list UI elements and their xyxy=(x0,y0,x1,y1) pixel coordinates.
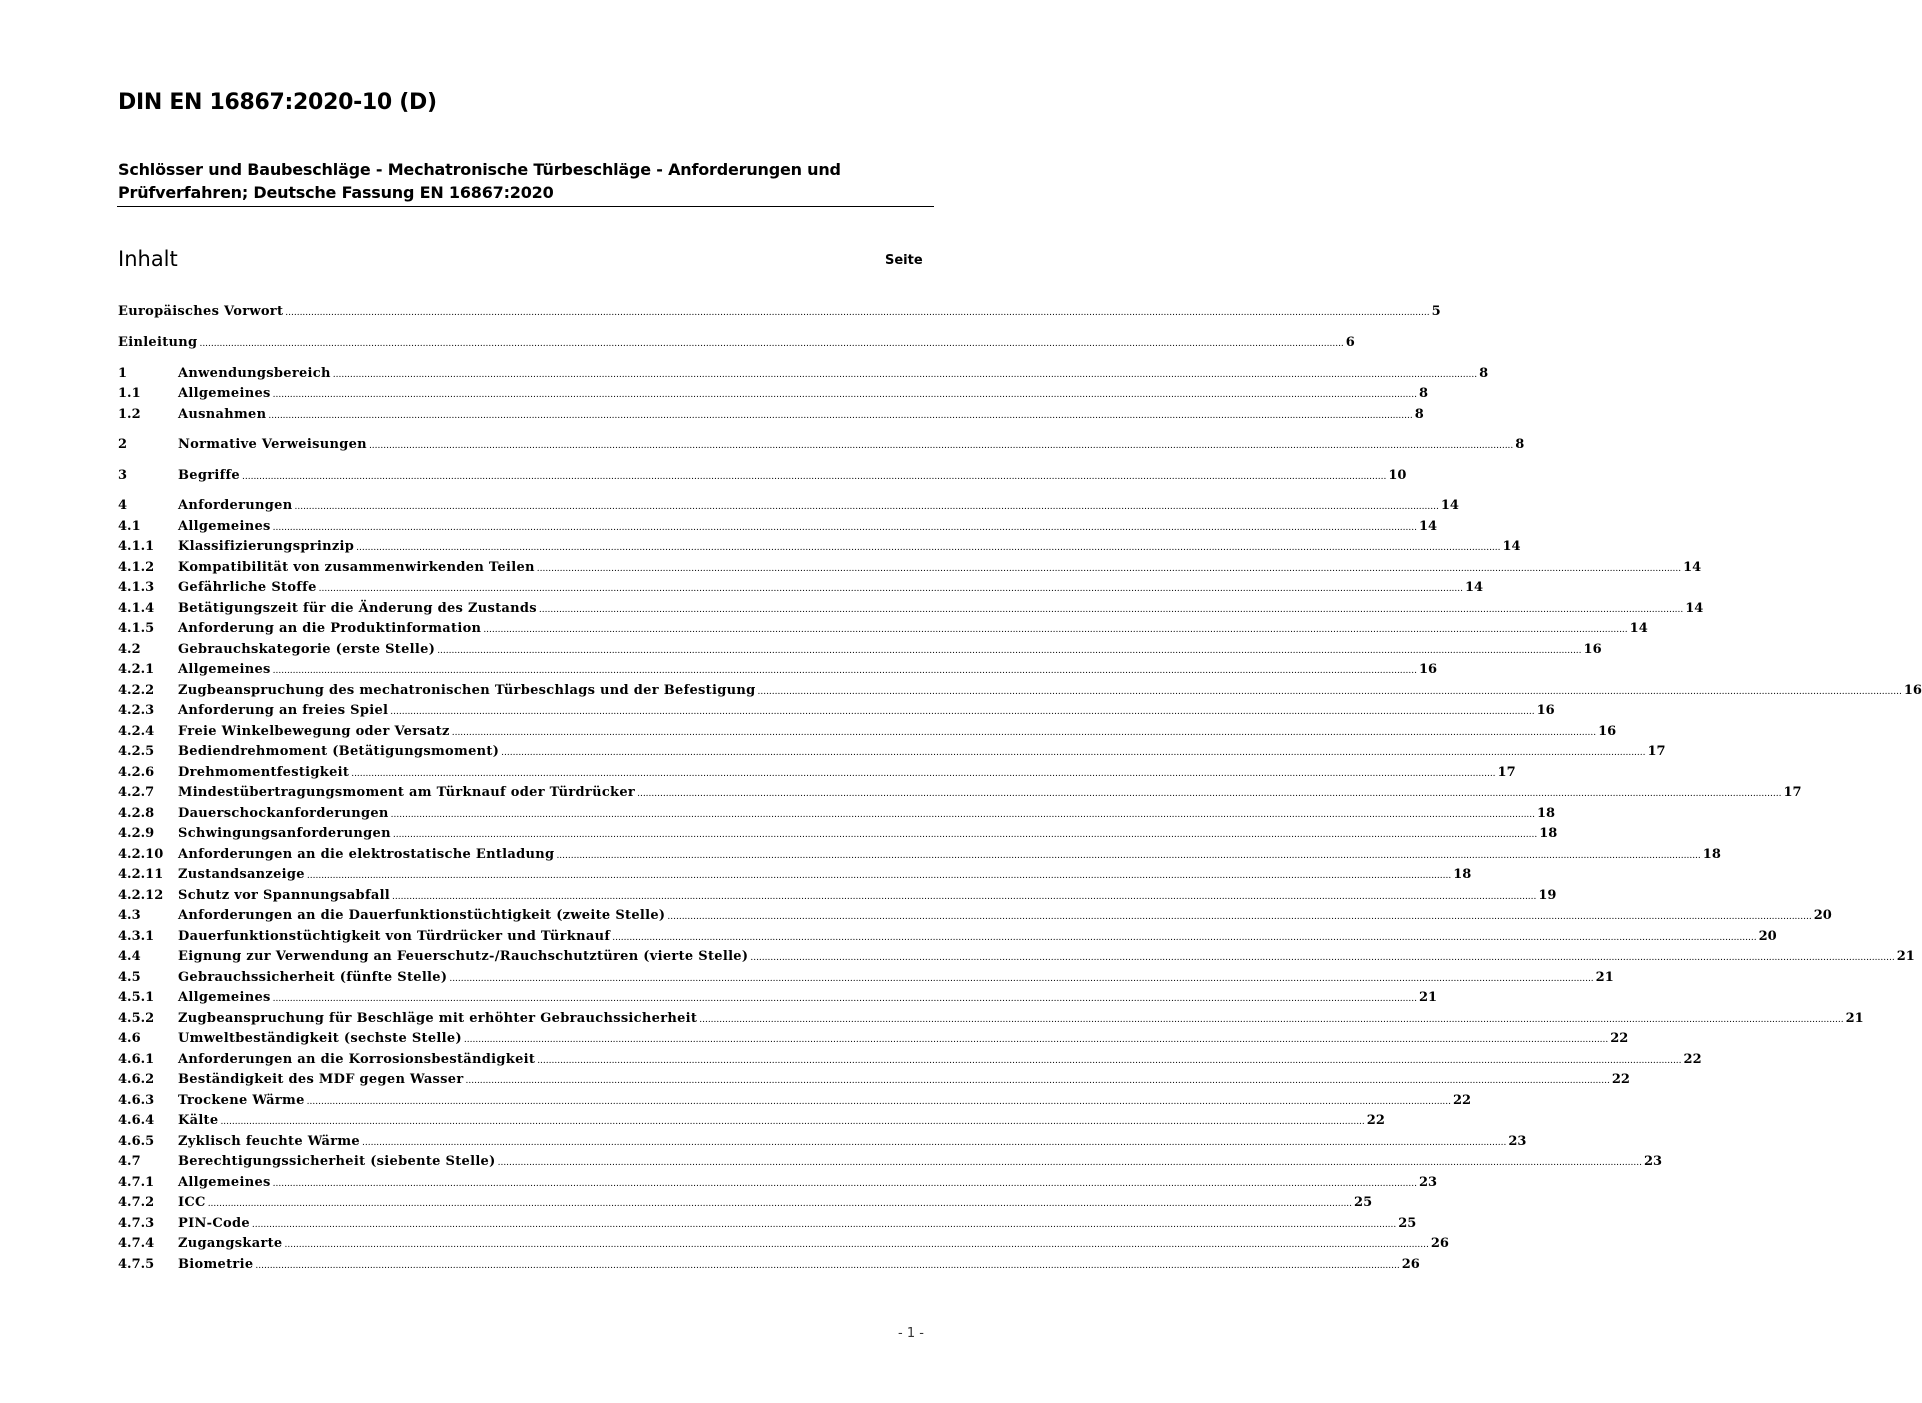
toc-entry-leader-dots: ................................................................................................................................................................................................................................................................................................................................................................................................................ xyxy=(220,1117,1365,1127)
toc-entry[interactable] xyxy=(118,1214,1417,1234)
toc-entry-number: 4.5.2 xyxy=(118,1011,155,1026)
toc-entry-title: Kompatibilität von zusammenwirkenden Teilen xyxy=(178,560,535,575)
toc-entry-page: 14 xyxy=(1465,580,1484,595)
toc-entry-title: Trockene Wärme xyxy=(178,1093,305,1108)
toc-entry-page: 14 xyxy=(1440,498,1459,513)
toc-entry-page: 21 xyxy=(1418,990,1438,1005)
toc-entry-title: Zyklisch feuchte Wärme xyxy=(178,1134,360,1149)
toc-entry-title: Anforderungen an die Dauerfunktionstüchtigkeit (zweite Stelle) xyxy=(178,908,666,923)
toc-entry-number: 4.1.4 xyxy=(118,601,155,616)
toc-entry-leader-dots: ................................................................................................................................................................................................................................................................................................................................................................................................................ xyxy=(351,769,1496,779)
toc-entry[interactable] xyxy=(118,1234,1449,1254)
toc-entry-title: Dauerschockanforderungen xyxy=(178,806,389,821)
toc-entry-leader-dots: ................................................................................................................................................................................................................................................................................................................................................................................................................ xyxy=(306,1097,1452,1107)
toc-entry-number: 4.1.1 xyxy=(118,539,155,554)
toc-entry-title: Gebrauchskategorie (erste Stelle) xyxy=(178,642,436,657)
toc-entry-number: 4.2.1 xyxy=(118,662,155,677)
toc-entry[interactable] xyxy=(118,660,1438,680)
toc-entry-page: 17 xyxy=(1647,744,1666,759)
toc-entry-number: 4.1.3 xyxy=(118,580,155,595)
toc-entry-number: 4.6.2 xyxy=(118,1072,155,1087)
toc-entry-title: Anwendungsbereich xyxy=(178,366,331,381)
toc-entry-leader-dots: ................................................................................................................................................................................................................................................................................................................................................................................................................ xyxy=(392,892,1537,902)
toc-entry-leader-dots: ................................................................................................................................................................................................................................................................................................................................................................................................................ xyxy=(284,1240,1429,1250)
toc-entry[interactable] xyxy=(118,1009,1864,1029)
toc-entry-page: 17 xyxy=(1783,785,1802,800)
toc-entry[interactable] xyxy=(118,496,1459,516)
toc-entry-leader-dots: ................................................................................................................................................................................................................................................................................................................................................................................................................ xyxy=(465,1076,1610,1086)
toc-entry-title: ICC xyxy=(178,1195,206,1210)
toc-entry[interactable] xyxy=(118,763,1516,783)
toc-entry-leader-dots: ................................................................................................................................................................................................................................................................................................................................................................................................................ xyxy=(637,789,1782,799)
toc-entry-title: Anforderung an freies Spiel xyxy=(178,703,389,718)
document-title: DIN EN 16867:2020-10 (D) xyxy=(118,90,437,115)
toc-entry-title: Dauerfunktionstüchtigkeit von Türdrücker und Türknauf xyxy=(178,929,611,944)
toc-entry-page: 8 xyxy=(1479,366,1489,381)
toc-entry-title: Europäisches Vorwort xyxy=(118,304,284,319)
toc-entry-number: 4.2 xyxy=(118,642,141,657)
toc-entry-number: 4.2.10 xyxy=(118,847,164,862)
toc-entry-page: 16 xyxy=(1598,724,1617,739)
toc-entry-page: 14 xyxy=(1418,519,1438,534)
toc-entry-leader-dots: ................................................................................................................................................................................................................................................................................................................................................................................................................ xyxy=(538,605,1684,615)
toc-entry-page: 5 xyxy=(1431,304,1441,319)
toc-entry-number: 4.2.11 xyxy=(118,867,164,882)
toc-entry[interactable] xyxy=(118,466,1407,486)
toc-entry-number: 4.1.5 xyxy=(118,621,155,636)
toc-entry-title: Mindestübertragungsmoment am Türknauf oder Türdrücker xyxy=(178,785,636,800)
toc-entry[interactable] xyxy=(118,599,1704,619)
toc-entry-page: 21 xyxy=(1595,970,1614,985)
toc-entry[interactable] xyxy=(118,333,1355,353)
toc-entry-leader-dots: ................................................................................................................................................................................................................................................................................................................................................................................................................ xyxy=(501,748,1646,758)
toc-entry-page: 10 xyxy=(1388,468,1407,483)
toc-entry-title: Berechtigungssicherheit (siebente Stelle) xyxy=(178,1154,496,1169)
toc-entry-leader-dots: ................................................................................................................................................................................................................................................................................................................................................................................................................ xyxy=(306,871,1452,881)
toc-entry-leader-dots: ................................................................................................................................................................................................................................................................................................................................................................................................................ xyxy=(272,1179,1417,1189)
toc-entry-number: 4.5 xyxy=(118,970,141,985)
toc-entry-leader-dots: ................................................................................................................................................................................................................................................................................................................................................................................................................ xyxy=(451,728,1597,738)
toc-entry-page: 14 xyxy=(1502,539,1521,554)
toc-entry-leader-dots: ................................................................................................................................................................................................................................................................................................................................................................................................................ xyxy=(318,584,1463,594)
toc-entry-leader-dots: ................................................................................................................................................................................................................................................................................................................................................................................................................ xyxy=(294,502,1439,512)
toc-entry-page: 19 xyxy=(1538,888,1557,903)
toc-entry-title: Allgemeines xyxy=(178,386,271,401)
toc-entry-leader-dots: ................................................................................................................................................................................................................................................................................................................................................................................................................ xyxy=(556,851,1701,861)
toc-entry-leader-dots: ................................................................................................................................................................................................................................................................................................................................................................................................................ xyxy=(612,933,1757,943)
toc-page-column-label: Seite xyxy=(885,253,923,268)
toc-entry-page: 18 xyxy=(1453,867,1472,882)
toc-entry-title: Schwingungsanforderungen xyxy=(178,826,391,841)
toc-entry-title: Einleitung xyxy=(118,335,198,350)
toc-entry[interactable] xyxy=(118,1111,1385,1131)
toc-entry-page: 23 xyxy=(1643,1154,1663,1169)
toc-entry-page: 21 xyxy=(1845,1011,1864,1026)
toc-entry-leader-dots: ................................................................................................................................................................................................................................................................................................................................................................................................................ xyxy=(207,1199,1353,1209)
toc-entry-number: 4.6.3 xyxy=(118,1093,155,1108)
toc-entry-title: Umweltbeständigkeit (sechste Stelle) xyxy=(178,1031,462,1046)
toc-entry-page: 23 xyxy=(1508,1134,1527,1149)
toc-entry-number: 4.2.3 xyxy=(118,703,155,718)
toc-entry-page: 16 xyxy=(1536,703,1555,718)
toc-entry-number: 1 xyxy=(118,366,128,381)
toc-entry-leader-dots: ................................................................................................................................................................................................................................................................................................................................................................................................................ xyxy=(356,543,1501,553)
toc-entry[interactable] xyxy=(118,742,1666,762)
toc-entry[interactable] xyxy=(118,1029,1629,1049)
toc-entry-leader-dots: ................................................................................................................................................................................................................................................................................................................................................................................................................ xyxy=(757,687,1902,697)
toc-entry[interactable] xyxy=(118,435,1525,455)
toc-entry-leader-dots: ................................................................................................................................................................................................................................................................................................................................................................................................................ xyxy=(272,666,1417,676)
toc-entry-leader-dots: ................................................................................................................................................................................................................................................................................................................................................................................................................ xyxy=(437,646,1582,656)
toc-entry-page: 18 xyxy=(1537,806,1556,821)
toc-heading: Inhalt xyxy=(118,247,178,271)
toc-entry-page: 6 xyxy=(1345,335,1355,350)
toc-entry-title: Freie Winkelbewegung oder Versatz xyxy=(178,724,450,739)
toc-entry-leader-dots: ................................................................................................................................................................................................................................................................................................................................................................................................................ xyxy=(332,370,1478,380)
toc-entry-number: 3 xyxy=(118,468,128,483)
toc-entry-page: 20 xyxy=(1813,908,1832,923)
toc-entry-title: Anforderung an die Produktinformation xyxy=(178,621,482,636)
toc-entry-number: 4.1.2 xyxy=(118,560,155,575)
toc-entry[interactable] xyxy=(118,558,1702,578)
toc-entry-page: 26 xyxy=(1430,1236,1449,1251)
toc-entry-page: 14 xyxy=(1629,621,1648,636)
toc-entry-page: 16 xyxy=(1903,683,1922,698)
toc-entry-title: Normative Verweisungen xyxy=(178,437,367,452)
toc-entry-page: 16 xyxy=(1418,662,1438,677)
toc-entry[interactable] xyxy=(118,1070,1630,1090)
toc-entry-page: 22 xyxy=(1366,1113,1385,1128)
toc-entry-number: 4 xyxy=(118,498,128,513)
toc-entry[interactable] xyxy=(118,804,1556,824)
toc-entry-leader-dots: ................................................................................................................................................................................................................................................................................................................................................................................................................ xyxy=(255,1261,1400,1271)
toc-entry-number: 4.2.5 xyxy=(118,744,155,759)
toc-entry-page: 26 xyxy=(1401,1257,1420,1272)
toc-entry-number: 4.6.1 xyxy=(118,1052,155,1067)
document-subtitle: Schlösser und Baubeschläge - Mechatronische Türbeschläge - Anforderungen und Prüfverfahren; Deutsche Fassung EN 16867:2020 xyxy=(118,160,841,202)
toc-entry[interactable] xyxy=(118,927,1777,947)
toc-entry-title: Begriffe xyxy=(178,468,240,483)
toc-entry-leader-dots: ................................................................................................................................................................................................................................................................................................................................................................................................................ xyxy=(272,390,1417,400)
toc-entry[interactable] xyxy=(118,722,1617,742)
toc-entry-title: Anforderungen xyxy=(178,498,293,513)
toc-entry[interactable] xyxy=(118,640,1602,660)
toc-entry-title: Drehmomentfestigkeit xyxy=(178,765,350,780)
toc-entry-leader-dots: ................................................................................................................................................................................................................................................................................................................................................................................................................ xyxy=(368,441,1514,451)
toc-entry-title: Zugangskarte xyxy=(178,1236,283,1251)
toc-entry-leader-dots: ................................................................................................................................................................................................................................................................................................................................................................................................................ xyxy=(667,912,1812,922)
toc-entry-leader-dots: ................................................................................................................................................................................................................................................................................................................................................................................................................ xyxy=(390,810,1536,820)
toc-entry-page: 25 xyxy=(1398,1216,1417,1231)
toc-entry-page: 21 xyxy=(1896,949,1915,964)
toc-entry-title: Schutz vor Spannungsabfall xyxy=(178,888,391,903)
toc-entry-number: 4.2.2 xyxy=(118,683,155,698)
toc-entry[interactable] xyxy=(118,302,1441,322)
toc-entry[interactable] xyxy=(118,886,1557,906)
toc-entry-number: 4.7 xyxy=(118,1154,141,1169)
toc-entry-title: PIN-Code xyxy=(178,1216,250,1231)
toc-entry[interactable] xyxy=(118,947,1915,967)
toc-entry-title: Anforderungen an die elektrostatische Entladung xyxy=(178,847,555,862)
toc-entry-number: 4.4 xyxy=(118,949,141,964)
toc-entry-page: 18 xyxy=(1539,826,1558,841)
toc-entry-leader-dots: ................................................................................................................................................................................................................................................................................................................................................................................................................ xyxy=(268,411,1413,421)
toc-entry-leader-dots: ................................................................................................................................................................................................................................................................................................................................................................................................................ xyxy=(483,625,1628,635)
toc-entry[interactable] xyxy=(118,1050,1702,1070)
toc-entry-number: 4.7.3 xyxy=(118,1216,155,1231)
toc-entry-title: Ausnahmen xyxy=(178,407,267,422)
toc-entry[interactable] xyxy=(118,1193,1373,1213)
toc-entry-number: 4.7.5 xyxy=(118,1257,155,1272)
toc-entry-title: Gefährliche Stoffe xyxy=(178,580,317,595)
toc-entry-page: 14 xyxy=(1685,601,1704,616)
toc-entry-title: Eignung zur Verwendung an Feuerschutz-/Rauchschutztüren (vierte Stelle) xyxy=(178,949,749,964)
toc-entry-title: Allgemeines xyxy=(178,519,271,534)
toc-entry[interactable] xyxy=(118,968,1614,988)
toc-entry-title: Anforderungen an die Korrosionsbeständigkeit xyxy=(178,1052,536,1067)
toc-entry[interactable] xyxy=(118,384,1429,404)
toc-entry-title: Zustandsanzeige xyxy=(178,867,305,882)
toc-entry-page: 18 xyxy=(1702,847,1721,862)
toc-entry-page: 20 xyxy=(1758,929,1777,944)
toc-entry-title: Allgemeines xyxy=(178,662,271,677)
toc-entry-title: Betätigungszeit für die Änderung des Zustands xyxy=(178,601,537,616)
toc-entry-page: 16 xyxy=(1583,642,1602,657)
toc-entry-number: 4.6.5 xyxy=(118,1134,155,1149)
toc-entry-number: 4.3 xyxy=(118,908,141,923)
toc-entry-number: 4.7.4 xyxy=(118,1236,155,1251)
toc-entry-leader-dots: ................................................................................................................................................................................................................................................................................................................................................................................................................ xyxy=(251,1220,1397,1230)
title-divider xyxy=(117,206,934,207)
toc-entry-page: 14 xyxy=(1683,560,1702,575)
toc-entry-number: 4.6 xyxy=(118,1031,141,1046)
toc-entry-page: 22 xyxy=(1453,1093,1472,1108)
toc-entry-number: 4.2.8 xyxy=(118,806,155,821)
toc-entry-number: 4.2.4 xyxy=(118,724,155,739)
toc-entry-page: 22 xyxy=(1683,1052,1702,1067)
toc-entry[interactable] xyxy=(118,824,1558,844)
toc-entry[interactable] xyxy=(118,845,1721,865)
toc-entry[interactable] xyxy=(118,517,1438,537)
toc-entry[interactable] xyxy=(118,537,1521,557)
toc-entry[interactable] xyxy=(118,405,1424,425)
toc-entry-number: 4.3.1 xyxy=(118,929,155,944)
toc-entry-title: Gebrauchssicherheit (fünfte Stelle) xyxy=(178,970,448,985)
toc-entry[interactable] xyxy=(118,865,1472,885)
toc-entry-leader-dots: ................................................................................................................................................................................................................................................................................................................................................................................................................ xyxy=(536,564,1682,574)
toc-entry[interactable] xyxy=(118,1255,1420,1275)
toc-entry-number: 4.2.6 xyxy=(118,765,155,780)
toc-entry-number: 4.5.1 xyxy=(118,990,155,1005)
toc-entry-leader-dots: ................................................................................................................................................................................................................................................................................................................................................................................................................ xyxy=(463,1035,1609,1045)
toc-entry-leader-dots: ................................................................................................................................................................................................................................................................................................................................................................................................................ xyxy=(285,308,1430,318)
toc-entry-leader-dots: ................................................................................................................................................................................................................................................................................................................................................................................................................ xyxy=(272,523,1417,533)
toc-entry-leader-dots: ................................................................................................................................................................................................................................................................................................................................................................................................................ xyxy=(242,472,1387,482)
toc-entry[interactable] xyxy=(118,701,1555,721)
toc-entry-title: Allgemeines xyxy=(178,990,271,1005)
toc-entry-title: Kälte xyxy=(178,1113,219,1128)
toc-entry-number: 4.2.12 xyxy=(118,888,164,903)
toc-entry[interactable] xyxy=(118,681,1922,701)
toc-entry[interactable] xyxy=(118,783,1802,803)
toc-entry-leader-dots: ................................................................................................................................................................................................................................................................................................................................................................................................................ xyxy=(699,1015,1844,1025)
page-number: - 1 - xyxy=(898,1326,924,1341)
toc-entry-leader-dots: ................................................................................................................................................................................................................................................................................................................................................................................................................ xyxy=(750,953,1895,963)
toc-entry-leader-dots: ................................................................................................................................................................................................................................................................................................................................................................................................................ xyxy=(199,339,1344,349)
toc-entry-title: Biometrie xyxy=(178,1257,254,1272)
toc-entry-page: 8 xyxy=(1414,407,1424,422)
toc-entry-leader-dots: ................................................................................................................................................................................................................................................................................................................................................................................................................ xyxy=(272,994,1417,1004)
toc-entry-page: 22 xyxy=(1611,1072,1630,1087)
toc-entry-number: 1.2 xyxy=(118,407,141,422)
toc-entry-title: Bediendrehmoment (Betätigungsmoment) xyxy=(178,744,500,759)
toc-entry[interactable] xyxy=(118,906,1832,926)
toc-entry-number: 4.2.9 xyxy=(118,826,155,841)
toc-entry-leader-dots: ................................................................................................................................................................................................................................................................................................................................................................................................................ xyxy=(362,1138,1507,1148)
toc-entry-page: 22 xyxy=(1610,1031,1629,1046)
toc-entry-page: 17 xyxy=(1497,765,1516,780)
toc-entry-leader-dots: ................................................................................................................................................................................................................................................................................................................................................................................................................ xyxy=(392,830,1538,840)
toc-entry-number: 4.2.7 xyxy=(118,785,155,800)
toc-entry-number: 2 xyxy=(118,437,128,452)
toc-entry-number: 4.7.2 xyxy=(118,1195,155,1210)
toc-entry-number: 4.1 xyxy=(118,519,141,534)
toc-entry[interactable] xyxy=(118,1091,1472,1111)
toc-entry-title: Klassifizierungsprinzip xyxy=(178,539,355,554)
toc-entry-page: 8 xyxy=(1515,437,1525,452)
toc-entry-title: Zugbeanspruchung für Beschläge mit erhöhter Gebrauchssicherheit xyxy=(178,1011,698,1026)
toc-entry[interactable] xyxy=(118,988,1438,1008)
toc-entry[interactable] xyxy=(118,1173,1438,1193)
toc-entry-number: 4.6.4 xyxy=(118,1113,155,1128)
toc-entry-title: Beständigkeit des MDF gegen Wasser xyxy=(178,1072,464,1087)
toc-entry[interactable] xyxy=(118,578,1484,598)
toc-entry-number: 4.7.1 xyxy=(118,1175,155,1190)
toc-entry-number: 1.1 xyxy=(118,386,141,401)
toc-entry-page: 23 xyxy=(1418,1175,1438,1190)
toc-entry[interactable] xyxy=(118,1152,1663,1172)
toc-entry-title: Zugbeanspruchung des mechatronischen Türbeschlags und der Befestigung xyxy=(178,683,756,698)
toc-entry[interactable] xyxy=(118,619,1648,639)
toc-entry[interactable] xyxy=(118,1132,1527,1152)
toc-entry-leader-dots: ................................................................................................................................................................................................................................................................................................................................................................................................................ xyxy=(497,1158,1642,1168)
toc-entry-leader-dots: ................................................................................................................................................................................................................................................................................................................................................................................................................ xyxy=(449,974,1594,984)
toc-entry-leader-dots: ................................................................................................................................................................................................................................................................................................................................................................................................................ xyxy=(537,1056,1682,1066)
toc-entry-title: Allgemeines xyxy=(178,1175,271,1190)
toc-entry-page: 25 xyxy=(1354,1195,1373,1210)
toc-entry[interactable] xyxy=(118,364,1489,384)
toc-entry-leader-dots: ................................................................................................................................................................................................................................................................................................................................................................................................................ xyxy=(390,707,1535,717)
toc-entry-page: 8 xyxy=(1418,386,1429,401)
